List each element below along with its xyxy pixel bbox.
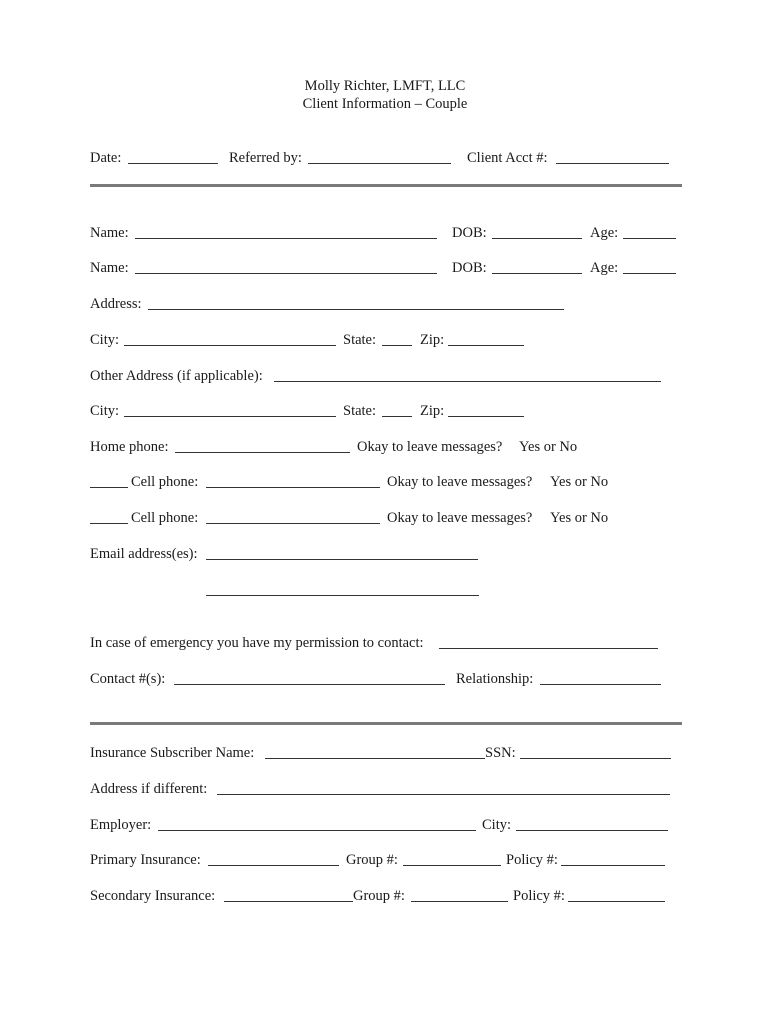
other-city-state-zip-row — [90, 401, 690, 421]
policy-label: Policy #: — [513, 888, 565, 904]
employer-row — [90, 815, 690, 835]
okay-messages-label: Okay to leave messages? — [357, 439, 503, 455]
address-label: Address: — [90, 296, 142, 312]
secondary-insurance-label: Secondary Insurance: — [90, 888, 216, 904]
city-state-zip-row — [90, 330, 690, 350]
email-row-2 — [90, 580, 690, 600]
relationship-label: Relationship: — [456, 671, 534, 687]
contact-row — [90, 669, 690, 689]
home-phone-field[interactable] — [175, 452, 350, 453]
state-label: State: — [343, 332, 377, 348]
cell-phone-2-row — [90, 508, 690, 528]
contact-number-field[interactable] — [174, 684, 445, 685]
cell-phone-label: Cell phone: — [131, 474, 199, 490]
other-address-label: Other Address (if applicable): — [90, 368, 263, 384]
primary-insurance-label: Primary Insurance: — [90, 852, 201, 868]
other-address-row — [90, 366, 690, 386]
address-if-different-field[interactable] — [217, 794, 670, 795]
name-label: Name: — [90, 260, 129, 276]
cell-phone-1-field[interactable] — [206, 487, 380, 488]
primary-insurance-row — [90, 850, 690, 870]
secondary-policy-field[interactable] — [568, 901, 665, 902]
yes-or-no-option[interactable]: Yes or No — [550, 510, 609, 526]
client-1-dob-field[interactable] — [492, 238, 582, 239]
emergency-permission-label: In case of emergency you have my permission to contact: — [90, 635, 424, 651]
section-divider — [90, 722, 682, 725]
date-label: Date: — [90, 150, 122, 166]
section-divider — [90, 184, 682, 187]
client-1-row — [90, 223, 690, 243]
subscriber-name-label: Insurance Subscriber Name: — [90, 745, 255, 761]
group-label: Group #: — [346, 852, 398, 868]
state-field[interactable] — [382, 345, 412, 346]
policy-label: Policy #: — [506, 852, 558, 868]
referred-by-field[interactable] — [308, 163, 451, 164]
other-zip-field[interactable] — [448, 416, 524, 417]
email-label: Email address(es): — [90, 546, 198, 562]
okay-messages-label: Okay to leave messages? — [387, 510, 533, 526]
email-field-2[interactable] — [206, 595, 479, 596]
age-label: Age: — [590, 260, 619, 276]
address-if-different-label: Address if different: — [90, 781, 208, 797]
cell-phone-label: Cell phone: — [131, 510, 199, 526]
name-label: Name: — [90, 225, 129, 241]
employer-city-label: City: — [482, 817, 512, 833]
secondary-group-field[interactable] — [411, 901, 508, 902]
cell-phone-1-row — [90, 472, 690, 492]
emergency-contact-field[interactable] — [439, 648, 658, 649]
client-2-dob-field[interactable] — [492, 273, 582, 274]
employer-city-field[interactable] — [516, 830, 668, 831]
city-label: City: — [90, 403, 120, 419]
emergency-row — [90, 633, 690, 653]
yes-or-no-option[interactable]: Yes or No — [550, 474, 609, 490]
email-field-1[interactable] — [206, 559, 478, 560]
city-label: City: — [90, 332, 120, 348]
ssn-label: SSN: — [485, 745, 516, 761]
cell-phone-1-owner-field[interactable] — [90, 487, 128, 488]
address-row — [90, 294, 690, 314]
subscriber-name-field[interactable] — [265, 758, 485, 759]
practice-name: Molly Richter, LMFT, LLC — [304, 78, 466, 94]
client-2-name-field[interactable] — [135, 273, 437, 274]
form-title: Client Information – Couple — [302, 96, 468, 112]
client-1-age-field[interactable] — [623, 238, 676, 239]
yes-or-no-option[interactable]: Yes or No — [519, 439, 578, 455]
top-info-row — [90, 148, 690, 168]
client-acct-label: Client Acct #: — [467, 150, 548, 166]
zip-label: Zip: — [420, 332, 445, 348]
age-label: Age: — [590, 225, 619, 241]
other-state-field[interactable] — [382, 416, 412, 417]
referred-by-label: Referred by: — [229, 150, 302, 166]
address-field[interactable] — [148, 309, 564, 310]
employer-field[interactable] — [158, 830, 476, 831]
secondary-insurance-row — [90, 886, 690, 906]
secondary-insurance-field[interactable] — [224, 901, 353, 902]
primary-group-field[interactable] — [403, 865, 501, 866]
contact-number-label: Contact #(s): — [90, 671, 166, 687]
insurance-subscriber-row — [90, 743, 690, 763]
employer-label: Employer: — [90, 817, 152, 833]
cell-phone-2-field[interactable] — [206, 523, 380, 524]
zip-label: Zip: — [420, 403, 445, 419]
client-2-age-field[interactable] — [623, 273, 676, 274]
primary-insurance-field[interactable] — [208, 865, 339, 866]
group-label: Group #: — [353, 888, 405, 904]
home-phone-row — [90, 437, 690, 457]
primary-policy-field[interactable] — [561, 865, 665, 866]
date-field[interactable] — [128, 163, 218, 164]
insurance-address-row — [90, 779, 690, 799]
email-row — [90, 544, 690, 564]
ssn-field[interactable] — [520, 758, 671, 759]
home-phone-label: Home phone: — [90, 439, 169, 455]
other-address-field[interactable] — [274, 381, 661, 382]
relationship-field[interactable] — [540, 684, 661, 685]
zip-field[interactable] — [448, 345, 524, 346]
client-acct-field[interactable] — [556, 163, 669, 164]
client-1-name-field[interactable] — [135, 238, 437, 239]
city-field[interactable] — [124, 345, 336, 346]
dob-label: DOB: — [452, 225, 487, 241]
dob-label: DOB: — [452, 260, 487, 276]
other-city-field[interactable] — [124, 416, 336, 417]
state-label: State: — [343, 403, 377, 419]
okay-messages-label: Okay to leave messages? — [387, 474, 533, 490]
client-2-row — [90, 258, 690, 278]
cell-phone-2-owner-field[interactable] — [90, 523, 128, 524]
